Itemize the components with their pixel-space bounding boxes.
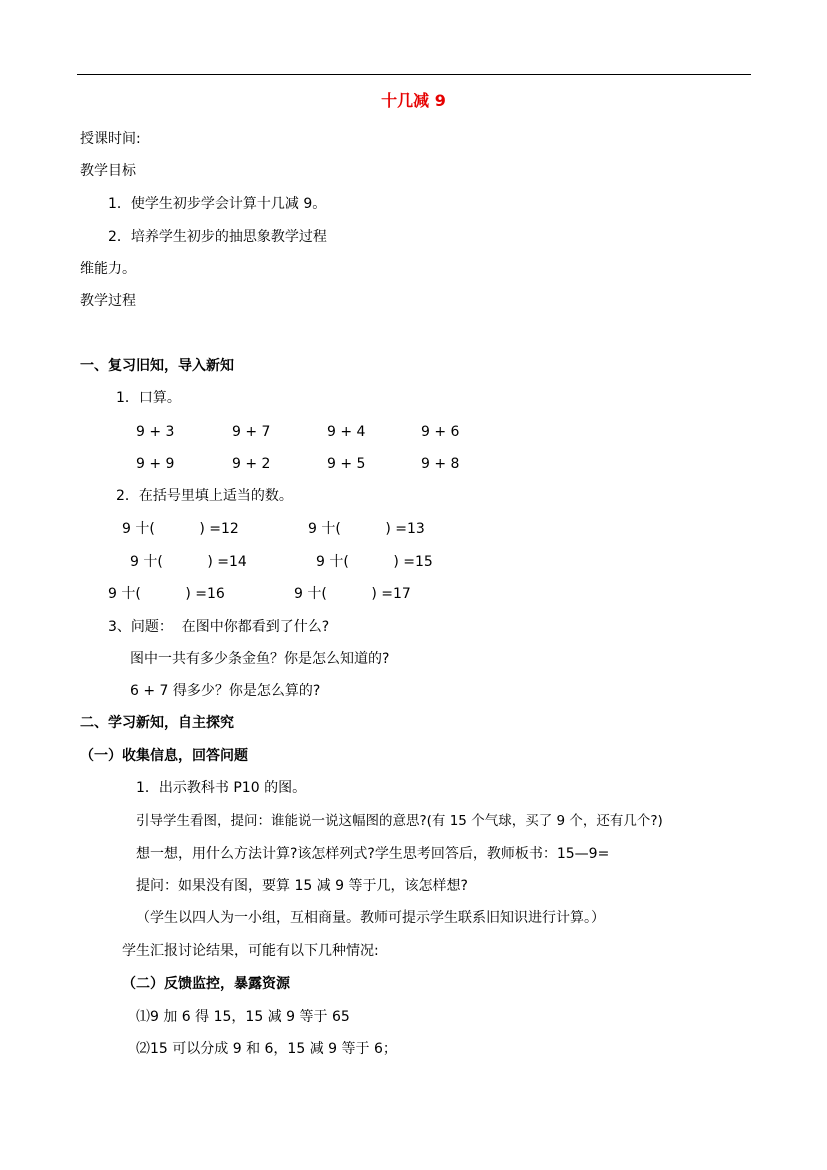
objective-2: 2．培养学生初步的抽思象教学过程 [108,229,327,245]
header-rule [77,74,751,75]
page-title: 十几减 9 [381,91,446,110]
body-line: ⑴9 加 6 得 15，15 减 9 等于 65 [136,1009,350,1025]
body-line: （学生以四人为一小组，互相商量。教师可提示学生联系旧知识进行计算。） [136,910,605,926]
fill-blank-item: 9 十( ) =17 [294,586,411,602]
objectives-heading: 教学目标 [80,163,136,179]
body-line: 1．出示教科书 P10 的图。 [136,780,307,796]
class-time-label: 授课时间: [80,131,141,147]
fill-blank-item: 9 十( ) =14 [130,554,247,570]
fill-blank-item: 9 十( ) =13 [308,521,425,537]
oral-item: 9 + 8 [421,456,460,472]
question-2: 图中一共有多少条金鱼？你是怎么知道的? [130,651,390,667]
fill-blank-item: 9 十( ) =15 [316,554,433,570]
question-label: 3、问题： 在图中你都看到了什么? [108,619,330,635]
oral-item: 9 + 3 [136,424,175,440]
body-line: 提问：如果没有图，要算 15 减 9 等于几，该怎样想? [136,878,468,894]
body-line: 引导学生看图，提问：谁能说一说这幅图的意思?(有 15 个气球，买了 9 个，还有几个?) [136,813,663,829]
body-line: 学生汇报讨论结果，可能有以下几种情况: [122,943,379,959]
objective-1: 1．使学生初步学会计算十几减 9。 [108,196,327,212]
subsection2-heading: （二）反馈监控，暴露资源 [122,976,290,992]
fill-blank-item: 9 十( ) =16 [108,586,225,602]
subsection1-heading: （一）收集信息，回答问题 [80,748,248,764]
objective-2-continued: 维能力。 [80,261,136,277]
question-3: 6 + 7 得多少？你是怎么算的? [130,683,321,699]
section2-heading: 二、学习新知，自主探究 [80,715,234,731]
body-line: ⑵15 可以分成 9 和 6，15 减 9 等于 6； [136,1041,397,1057]
oral-item: 9 + 4 [327,424,366,440]
oral-item: 9 + 7 [232,424,271,440]
oral-item: 9 + 9 [136,456,175,472]
oral-calc-label: 1．口算。 [116,390,181,406]
fill-blank-item: 9 十( ) =12 [122,521,239,537]
oral-item: 9 + 5 [327,456,366,472]
oral-item: 9 + 2 [232,456,271,472]
section1-heading: 一、复习旧知，导入新知 [80,358,234,374]
body-line: 想一想，用什么方法计算?该怎样列式?学生思考回答后，教师板书：15—9= [136,846,610,862]
oral-item: 9 + 6 [421,424,460,440]
fill-blank-label: 2．在括号里填上适当的数。 [116,488,293,504]
process-heading: 教学过程 [80,293,136,309]
